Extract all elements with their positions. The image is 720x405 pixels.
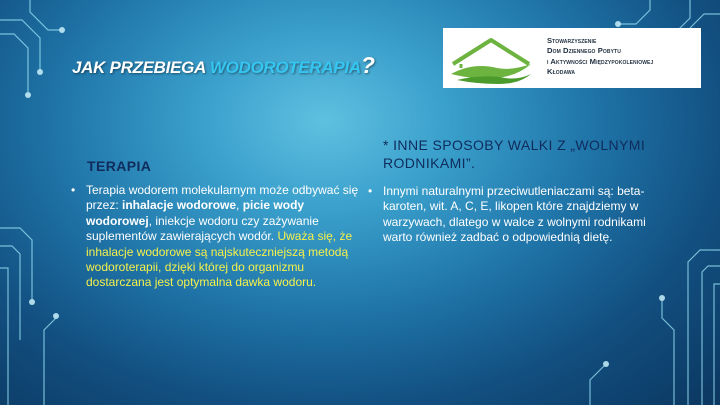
organization-logo (443, 28, 701, 88)
title-highlight: WODOROTERAPIA (209, 58, 361, 77)
right-column-list (369, 184, 659, 246)
therapy-rest: , iniekcje wodoru czy zażywanie suplementów zawierających wodór. (86, 213, 319, 244)
logo-line: Dom Dziennego Pobytu (547, 46, 621, 56)
therapy-intro: Terapia wodorem molekularnym może odbywać się przez: (86, 183, 359, 213)
bullet-icon: • (71, 183, 76, 197)
list-item (72, 183, 362, 291)
title-question-mark: ? (360, 52, 375, 78)
title-prefix: JAK PRZEBIEGA (72, 58, 206, 77)
therapy-bold-water: picie wody wodorowej (86, 198, 305, 228)
right-column-heading: * INNE SPOSOBY WALKI Z „WOLNYMI RODNIKAMI”. (383, 137, 646, 171)
logo-line: Kłodawa (547, 66, 576, 76)
logo-line: Stowarzyszenie (547, 36, 597, 45)
left-column-list (72, 183, 362, 291)
therapy-separator: , (236, 198, 243, 213)
logo-line: i Aktywności Międzypokoleniowej (547, 56, 654, 66)
antioxidants-text: Innymi naturalnymi przeciwutleniaczami są: beta-karoten, wit. A, C, E, likopen które znajdziemy w warzywach, dlatego w walce z wolnymi rodnikami warto również zadbać o odpowiednią dietę. (383, 184, 646, 245)
house-hands-logo-icon (447, 34, 535, 84)
list-item (369, 184, 659, 246)
logo-text (547, 36, 697, 77)
bullet-icon: • (368, 184, 373, 198)
slide-title (72, 52, 375, 79)
therapy-highlight: Uważa się, że inhalacje wodorowe są najskuteczniejszą metodą wodoroterapii, dzięki której do organizmu dostarczana jest optymalna dawka wodoru. (86, 229, 353, 290)
therapy-bold-inhalation: inhalacje wodorowe (122, 198, 237, 213)
left-column-heading: TERAPIA (87, 158, 152, 174)
